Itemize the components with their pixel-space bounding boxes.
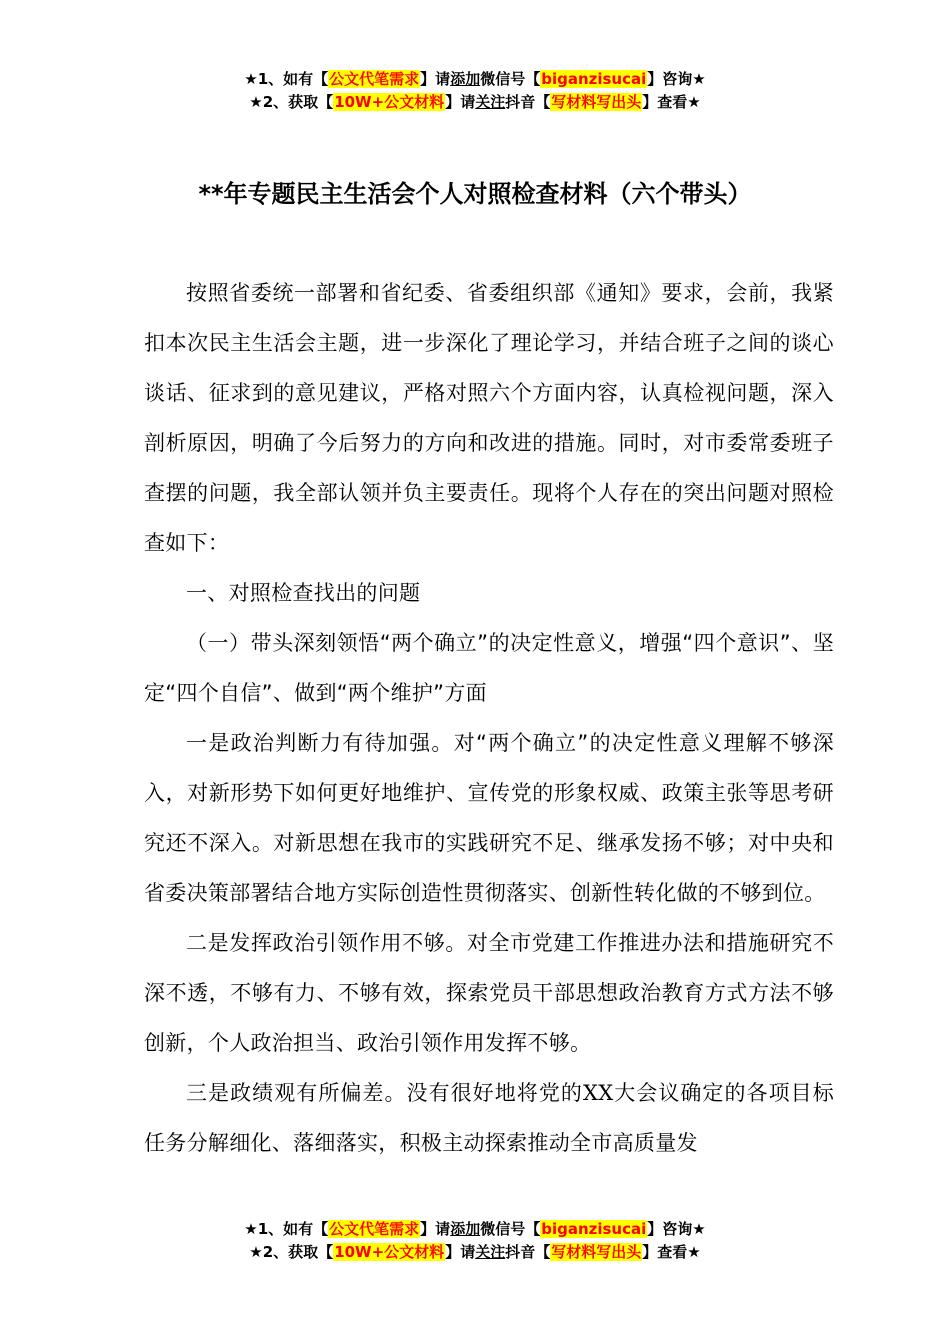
intro-paragraph: 按照省委统一部署和省纪委、省委组织部《通知》要求，会前，我紧扣本次民主生活会主题，进一步深化了理论学习，并结合班子之间的谈心谈话、征求到的意见建议，严格对照六个方面内容，认真检视问题，深入剖析原因，明确了今后努力的方向和改进的措施。同时，对市委常委班子查摆的问题，我全部认领并负主要责任。现将个人存在的突出问题对照检查如下：: [144, 281, 834, 555]
paragraph-2: 二是发挥政治引领作用不够。对全市党建工作推进办法和措施研究不深不透，不够有力、不够有效，探索党员干部思想政治教育方式方法不够创新，个人政治担当、政治引领作用发挥不够。: [144, 931, 834, 1055]
paragraph-3: [144, 1068, 834, 1168]
footer-banner: [0, 1218, 950, 1264]
banner-line-2: [0, 91, 950, 114]
banner-text: 微信号【: [480, 1220, 541, 1238]
banner-highlight: 公文代笔需求: [329, 70, 420, 88]
banner-highlight: 10W+公文材料: [334, 1243, 445, 1261]
document-body: [144, 268, 834, 1168]
banner-underlined: 关注: [475, 1243, 506, 1261]
banner-text: ★2、获取【: [249, 1243, 334, 1261]
paragraph-placeholder: XX: [582, 1081, 614, 1105]
header-banner: [0, 68, 950, 114]
paragraph-1: 一是政治判断力有待加强。对“两个确立”的决定性意义理解不够深入，对新形势下如何更好地维护、宣传党的形象权威、政策主张等思考研究还不深入。对新思想在我市的实践研究不足、继承发扬不够；对中央和省委决策部署结合地方实际创造性贯彻落实、创新性转化做的不够到位。: [144, 731, 834, 905]
banner-text: 】咨询★: [647, 70, 706, 88]
banner-text: 抖音【: [505, 93, 551, 111]
banner-text: 】请: [445, 1243, 476, 1261]
subsection-heading: （一）带头深刻领悟“两个确立”的决定性意义，增强“四个意识”、坚定“四个自信”、做到“两个维护”方面: [144, 631, 834, 705]
paragraph-text: 三是政绩观有所偏差。没有很好地将党的: [186, 1081, 583, 1105]
paragraph-text: 大会议确定的各项目标任务分解细化、落细落实，积极主动探索推动全市高质量发: [144, 1081, 834, 1155]
banner-text: ★1、如有【: [244, 1220, 329, 1238]
banner-line-1: [0, 68, 950, 91]
banner-text: 】查看★: [642, 93, 701, 111]
banner-highlight: 公文代笔需求: [329, 1220, 420, 1238]
banner-highlight: 10W+公文材料: [334, 93, 445, 111]
banner-text: 】请: [420, 70, 451, 88]
banner-text: ★1、如有【: [244, 70, 329, 88]
banner-text: 抖音【: [505, 1243, 551, 1261]
banner-line-2: [0, 1241, 950, 1264]
banner-text: 微信号【: [480, 70, 541, 88]
banner-text: ★2、获取【: [249, 93, 334, 111]
banner-text: 】查看★: [642, 1243, 701, 1261]
section-heading: 一、对照检查找出的问题: [186, 581, 421, 605]
document-title: **年专题民主生活会个人对照检查材料（六个带头）: [198, 180, 752, 208]
banner-highlight: 写材料写出头: [551, 1243, 642, 1261]
banner-underlined: 关注: [475, 93, 506, 111]
banner-highlight: biganzisucai: [541, 1220, 647, 1238]
banner-underlined: 添加: [450, 70, 481, 88]
banner-highlight: 写材料写出头: [551, 93, 642, 111]
banner-line-1: [0, 1218, 950, 1241]
banner-text: 】请: [420, 1220, 451, 1238]
banner-text: 】咨询★: [647, 1220, 706, 1238]
banner-underlined: 添加: [450, 1220, 481, 1238]
banner-highlight: biganzisucai: [541, 70, 647, 88]
banner-text: 】请: [445, 93, 476, 111]
